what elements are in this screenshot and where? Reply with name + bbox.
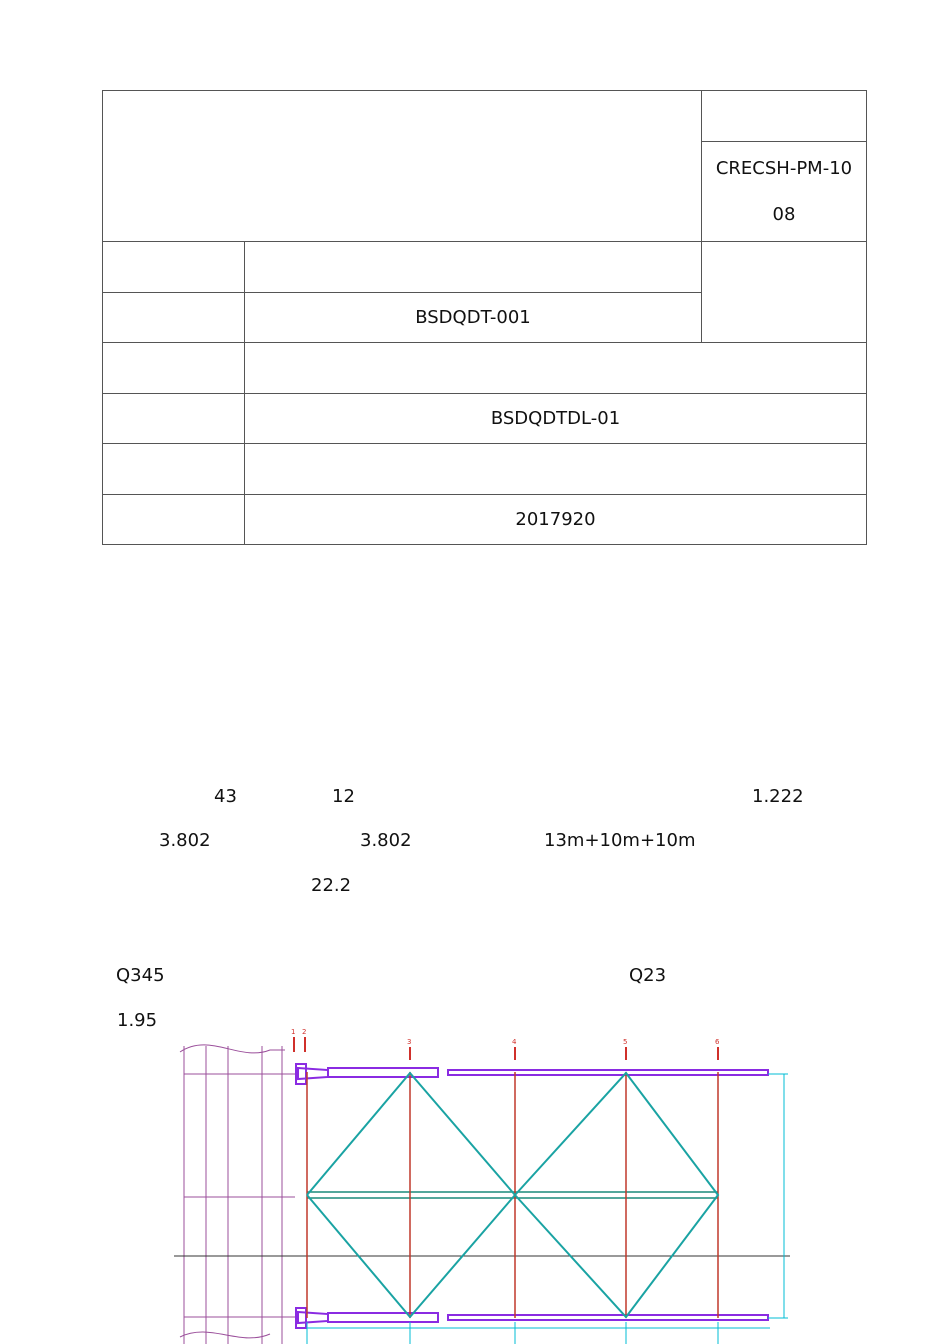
drawing-no-cell: BSDQDT-001: [245, 293, 702, 343]
node-label: 5: [623, 1038, 628, 1046]
pier-elevation: [180, 1045, 295, 1344]
body-value: 1.95: [117, 1010, 158, 1031]
body-value: Q345: [116, 965, 165, 986]
author-label-cell: [103, 444, 245, 495]
chords: [296, 1064, 768, 1328]
merged-right-cell: [702, 242, 867, 343]
project-value-cell: [245, 242, 702, 293]
doc-code-line1: CRECSH-PM-10: [715, 157, 853, 179]
node-markers: [291, 1028, 720, 1046]
node-ticks: [294, 1037, 718, 1060]
body-value: 43: [214, 786, 237, 807]
body-value: 3.802: [159, 830, 211, 851]
dimension-lines: [307, 1074, 788, 1344]
body-value: 1.222: [752, 786, 804, 807]
truss-drawing: [170, 1022, 810, 1344]
body-value: 13m+10m+10m: [544, 830, 696, 851]
diagonals: [307, 1073, 718, 1317]
posts: [307, 1072, 718, 1318]
calc-value-cell: [245, 343, 867, 394]
date-label-cell: [103, 495, 245, 545]
doc-code-label-cell: [702, 91, 867, 142]
body-value: 12: [332, 786, 355, 807]
node-label: 2: [302, 1028, 307, 1036]
title-cell: [103, 91, 702, 242]
node-label: 3: [407, 1038, 412, 1046]
project-label-cell: [103, 242, 245, 293]
body-value: 22.2: [311, 875, 352, 896]
calc-label-cell: [103, 343, 245, 394]
node-label: 4: [512, 1038, 517, 1046]
drawing-no-label-cell: [103, 293, 245, 343]
node-label: 6: [715, 1038, 720, 1046]
calc-no-cell: BSDQDTDL-01: [245, 394, 867, 444]
body-value: 3.802: [360, 830, 412, 851]
calc-no-label-cell: [103, 394, 245, 444]
author-value-cell: [245, 444, 867, 495]
doc-code-cell: [702, 142, 867, 242]
node-label: 1: [291, 1028, 296, 1036]
body-value: Q23: [629, 965, 667, 986]
doc-code-line2: 08: [772, 203, 796, 225]
header-table: [102, 90, 867, 545]
date-cell: 2017920: [245, 495, 867, 545]
